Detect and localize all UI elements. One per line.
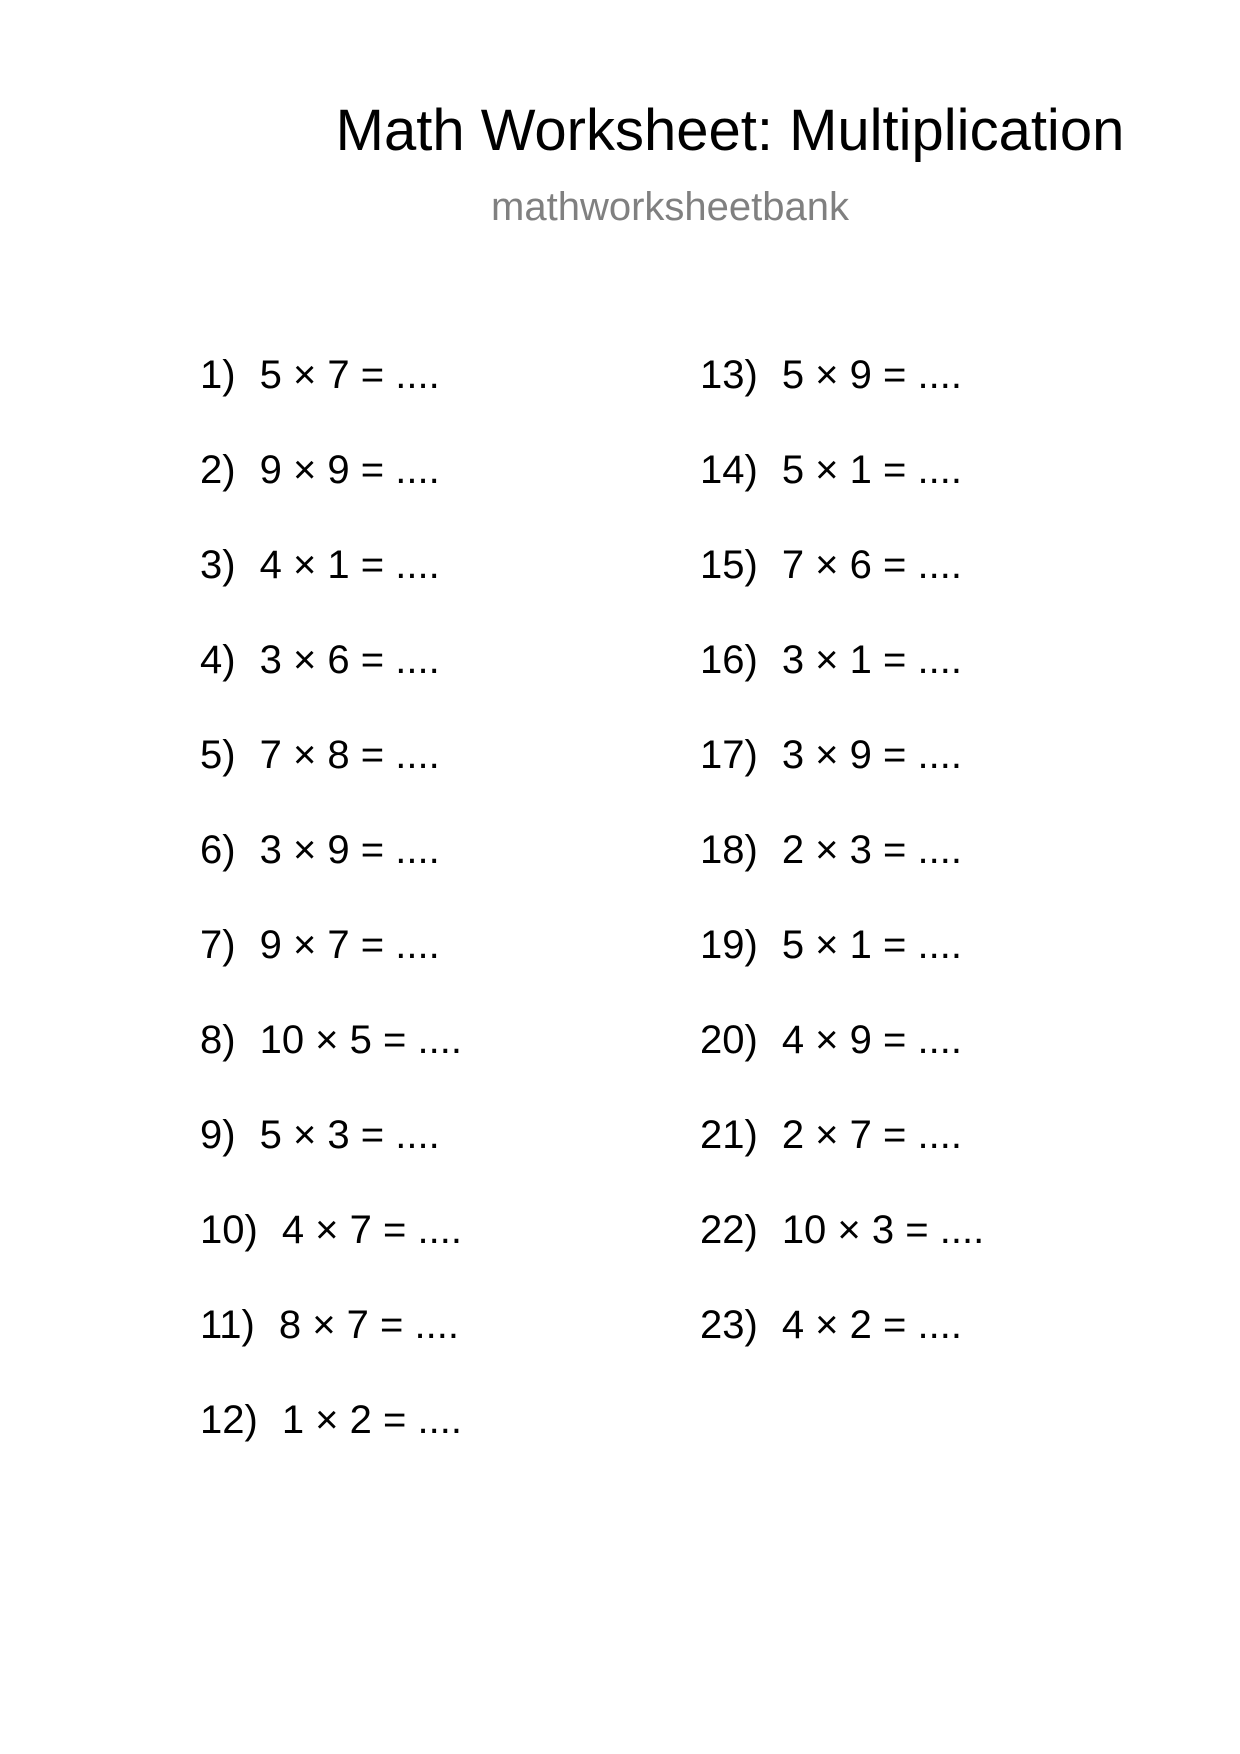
problem-number: 21) [700, 1113, 758, 1157]
page-title: Math Worksheet: Multiplication [335, 98, 1125, 163]
problem-item [700, 540, 984, 635]
problem-number: 18) [700, 828, 758, 872]
problem-item [700, 920, 984, 1015]
problem-item [700, 730, 984, 825]
problem-expression: 5 × 1 = .... [781, 448, 962, 492]
problem-item [200, 350, 462, 445]
problem-item [200, 1110, 462, 1205]
problem-expression: 5 × 9 = .... [781, 353, 962, 397]
problem-expression: 4 × 1 = .... [259, 543, 440, 587]
problem-expression: 4 × 9 = .... [781, 1018, 962, 1062]
problem-item [200, 825, 462, 920]
problem-item [700, 350, 984, 445]
problem-number: 13) [700, 353, 758, 397]
problem-expression: 1 × 2 = .... [281, 1398, 462, 1442]
problem-number: 3) [200, 543, 236, 587]
problem-expression: 10 × 5 = .... [259, 1018, 462, 1062]
problem-number: 16) [700, 638, 758, 682]
problem-expression: 5 × 7 = .... [259, 353, 440, 397]
problem-number: 2) [200, 448, 236, 492]
problem-number: 7) [200, 923, 236, 967]
problem-expression: 5 × 1 = .... [781, 923, 962, 967]
problem-expression: 4 × 7 = .... [281, 1208, 462, 1252]
problem-item [700, 445, 984, 540]
problem-item [200, 1015, 462, 1110]
problem-number: 9) [200, 1113, 236, 1157]
problem-expression: 9 × 9 = .... [259, 448, 440, 492]
problem-number: 12) [200, 1398, 258, 1442]
problem-number: 23) [700, 1303, 758, 1347]
problem-expression: 7 × 8 = .... [259, 733, 440, 777]
problem-number: 11) [200, 1303, 255, 1347]
problems-column-right [700, 350, 984, 1395]
problem-number: 8) [200, 1018, 236, 1062]
problem-expression: 2 × 7 = .... [781, 1113, 962, 1157]
problem-expression: 4 × 2 = .... [781, 1303, 962, 1347]
problem-number: 10) [200, 1208, 258, 1252]
problem-number: 1) [200, 353, 236, 397]
problem-item [200, 540, 462, 635]
problem-expression: 3 × 9 = .... [781, 733, 962, 777]
problems-column-left [200, 350, 462, 1490]
problem-expression: 3 × 6 = .... [259, 638, 440, 682]
problem-number: 22) [700, 1208, 758, 1252]
problem-item [200, 1300, 462, 1395]
problem-item [200, 1395, 462, 1490]
problem-expression: 5 × 3 = .... [259, 1113, 440, 1157]
problem-number: 19) [700, 923, 758, 967]
problem-expression: 7 × 6 = .... [781, 543, 962, 587]
problem-item [700, 1015, 984, 1110]
problem-item [200, 730, 462, 825]
problem-expression: 10 × 3 = .... [781, 1208, 985, 1252]
problem-number: 14) [700, 448, 758, 492]
problem-item [200, 635, 462, 730]
problem-item [700, 1110, 984, 1205]
page-subtitle: mathworksheetbank [491, 185, 849, 229]
problem-item [200, 920, 462, 1015]
problem-number: 15) [700, 543, 758, 587]
problem-item [700, 1300, 984, 1395]
problem-number: 20) [700, 1018, 758, 1062]
problem-item [700, 635, 984, 730]
problem-expression: 8 × 7 = .... [278, 1303, 459, 1347]
problem-expression: 3 × 9 = .... [259, 828, 440, 872]
problem-number: 4) [200, 638, 236, 682]
problem-number: 17) [700, 733, 758, 777]
problem-number: 6) [200, 828, 236, 872]
problem-expression: 2 × 3 = .... [781, 828, 962, 872]
problem-expression: 9 × 7 = .... [259, 923, 440, 967]
problem-expression: 3 × 1 = .... [781, 638, 962, 682]
problem-item [700, 825, 984, 920]
problem-item [700, 1205, 984, 1300]
problem-item [200, 445, 462, 540]
problem-number: 5) [200, 733, 236, 777]
problem-item [200, 1205, 462, 1300]
